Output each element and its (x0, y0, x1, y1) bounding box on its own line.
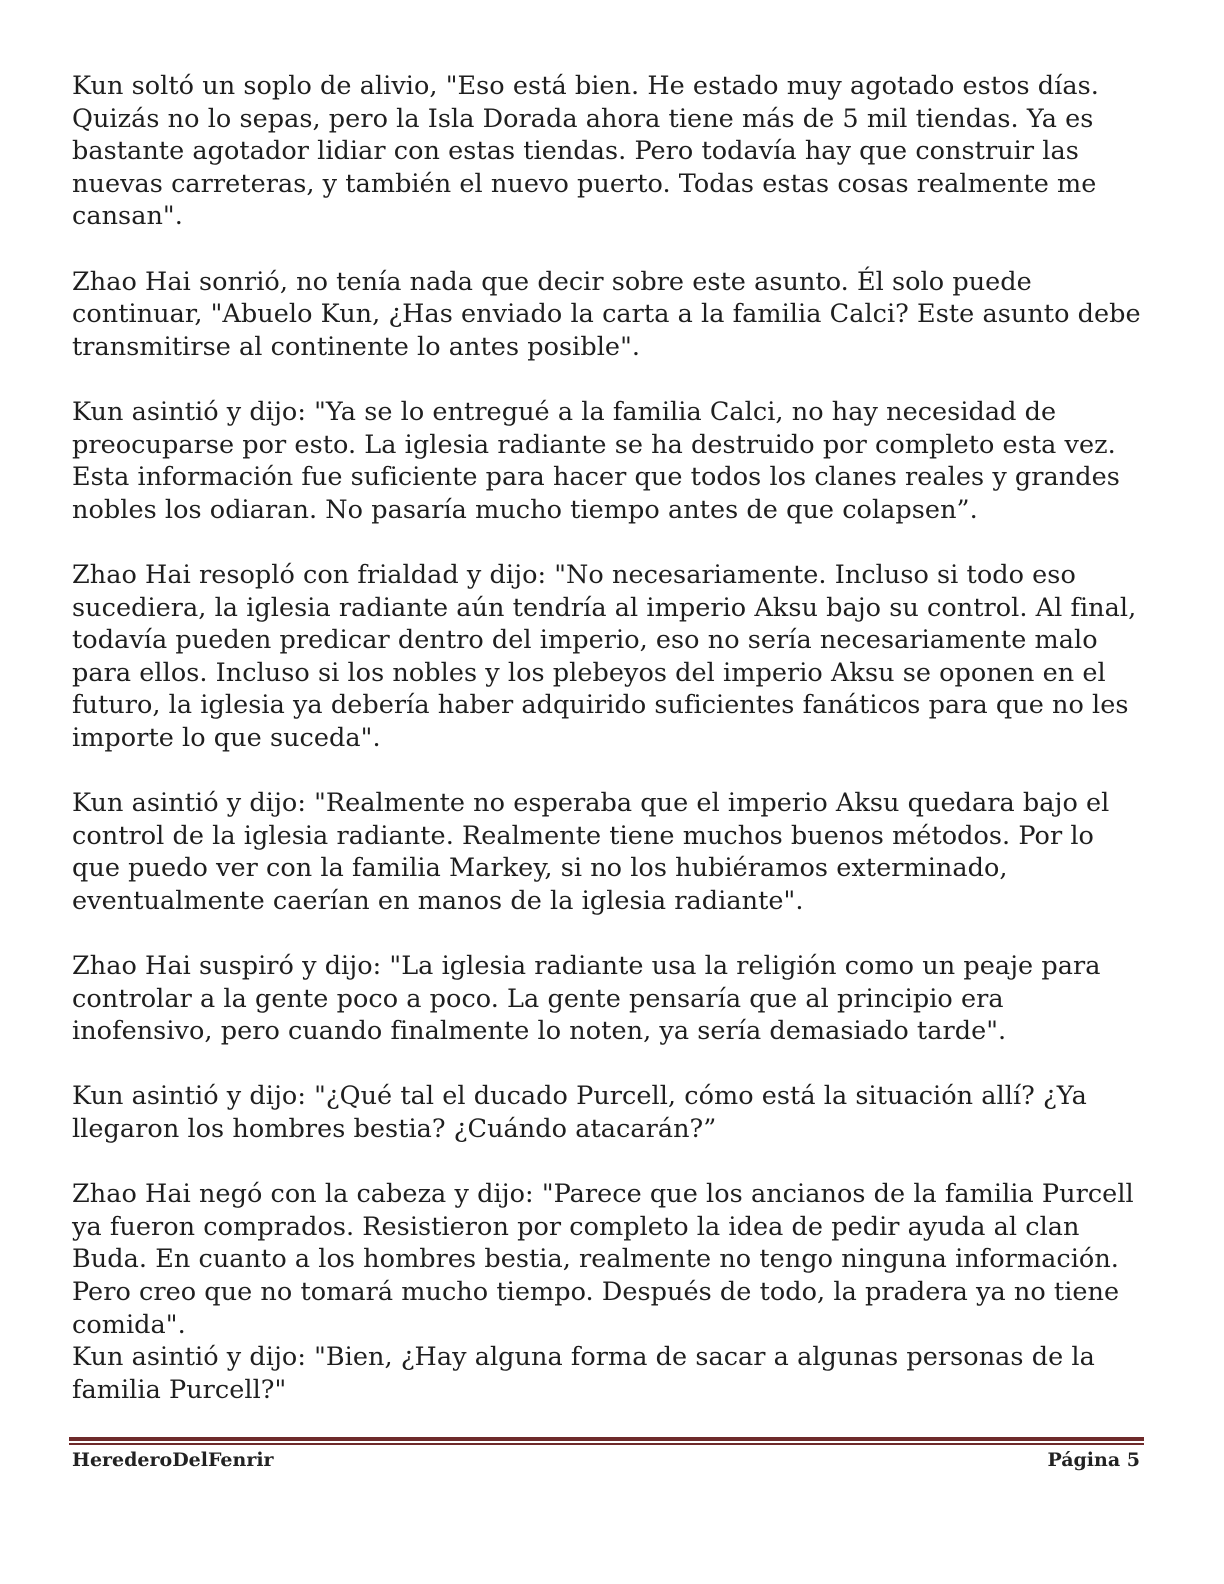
paragraph-4: Zhao Hai resopló con frialdad y dijo: "No necesariamente. Incluso si todo eso sucediera, la iglesia radiante aún tendría al imperio Aksu bajo su control. Al final, todavía pueden predicar dentro del imperio, eso no sería necesariamente malo para ellos. Incluso si los nobles y los plebeyos del imperio Aksu se oponen en el futuro, la iglesia ya debería haber adquirido suficientes fanáticos para que no les importe lo que suceda". (72, 559, 1137, 753)
footer-rule-thick (69, 1437, 1144, 1441)
footer-rule-thin (69, 1443, 1144, 1445)
paragraph-1: Kun soltó un soplo de alivio, "Eso está bien. He estado muy agotado estos días. Quizás no lo sepas, pero la Isla Dorada ahora tiene más de 5 mil tiendas. Ya es bastante agotador lidiar con estas tiendas. Pero todavía hay que construir las nuevas carreteras, y también el nuevo puerto. Todas estas cosas realmente me cansan". (72, 71, 1099, 232)
paragraph-2: Zhao Hai sonrió, no tenía nada que decir sobre este asunto. Él solo puede continuar, "Abuelo Kun, ¿Has enviado la carta a la familia Calci? Este asunto debe transmitirse al continente lo antes posible". (72, 266, 1141, 362)
footer-page-number: Página 5 (1047, 1449, 1140, 1471)
body-text (72, 70, 1147, 1406)
paragraph-3: Kun asintió y dijo: "Ya se lo entregué a la familia Calci, no hay necesidad de preocuparse por esto. La iglesia radiante se ha destruido por completo esta vez. Esta información fue suficiente para hacer que todos los clanes reales y grandes nobles los odiaran. No pasaría mucho tiempo antes de que colapsen”. (72, 396, 1120, 525)
paragraph-7: Kun asintió y dijo: "¿Qué tal el ducado Purcell, cómo está la situación allí? ¿Ya llegaron los hombres bestia? ¿Cuándo atacarán?” (72, 1081, 1087, 1144)
paragraph-9: Kun asintió y dijo: "Bien, ¿Hay alguna forma de sacar a algunas personas de la familia Purcell?" (72, 1342, 1095, 1405)
footer-author: HerederoDelFenrir (72, 1449, 274, 1471)
paragraph-5: Kun asintió y dijo: "Realmente no esperaba que el imperio Aksu quedara bajo el control de la iglesia radiante. Realmente tiene muchos buenos métodos. Por lo que puedo ver con la familia Markey, si no los hubiéramos exterminado, eventualmente caerían en manos de la iglesia radiante". (72, 788, 1110, 916)
paragraph-8: Zhao Hai negó con la cabeza y dijo: "Parece que los ancianos de la familia Purcell ya fueron comprados. Resistieron por completo la idea de pedir ayuda al clan Buda. En cuanto a los hombres bestia, realmente no tengo ninguna información. Pero creo que no tomará mucho tiempo. Después de todo, la pradera ya no tiene comida". (72, 1179, 1134, 1340)
paragraph-6: Zhao Hai suspiró y dijo: "La iglesia radiante usa la religión como un peaje para controlar a la gente poco a poco. La gente pensaría que al principio era inofensivo, pero cuando finalmente lo noten, ya sería demasiado tarde". (72, 951, 1101, 1047)
